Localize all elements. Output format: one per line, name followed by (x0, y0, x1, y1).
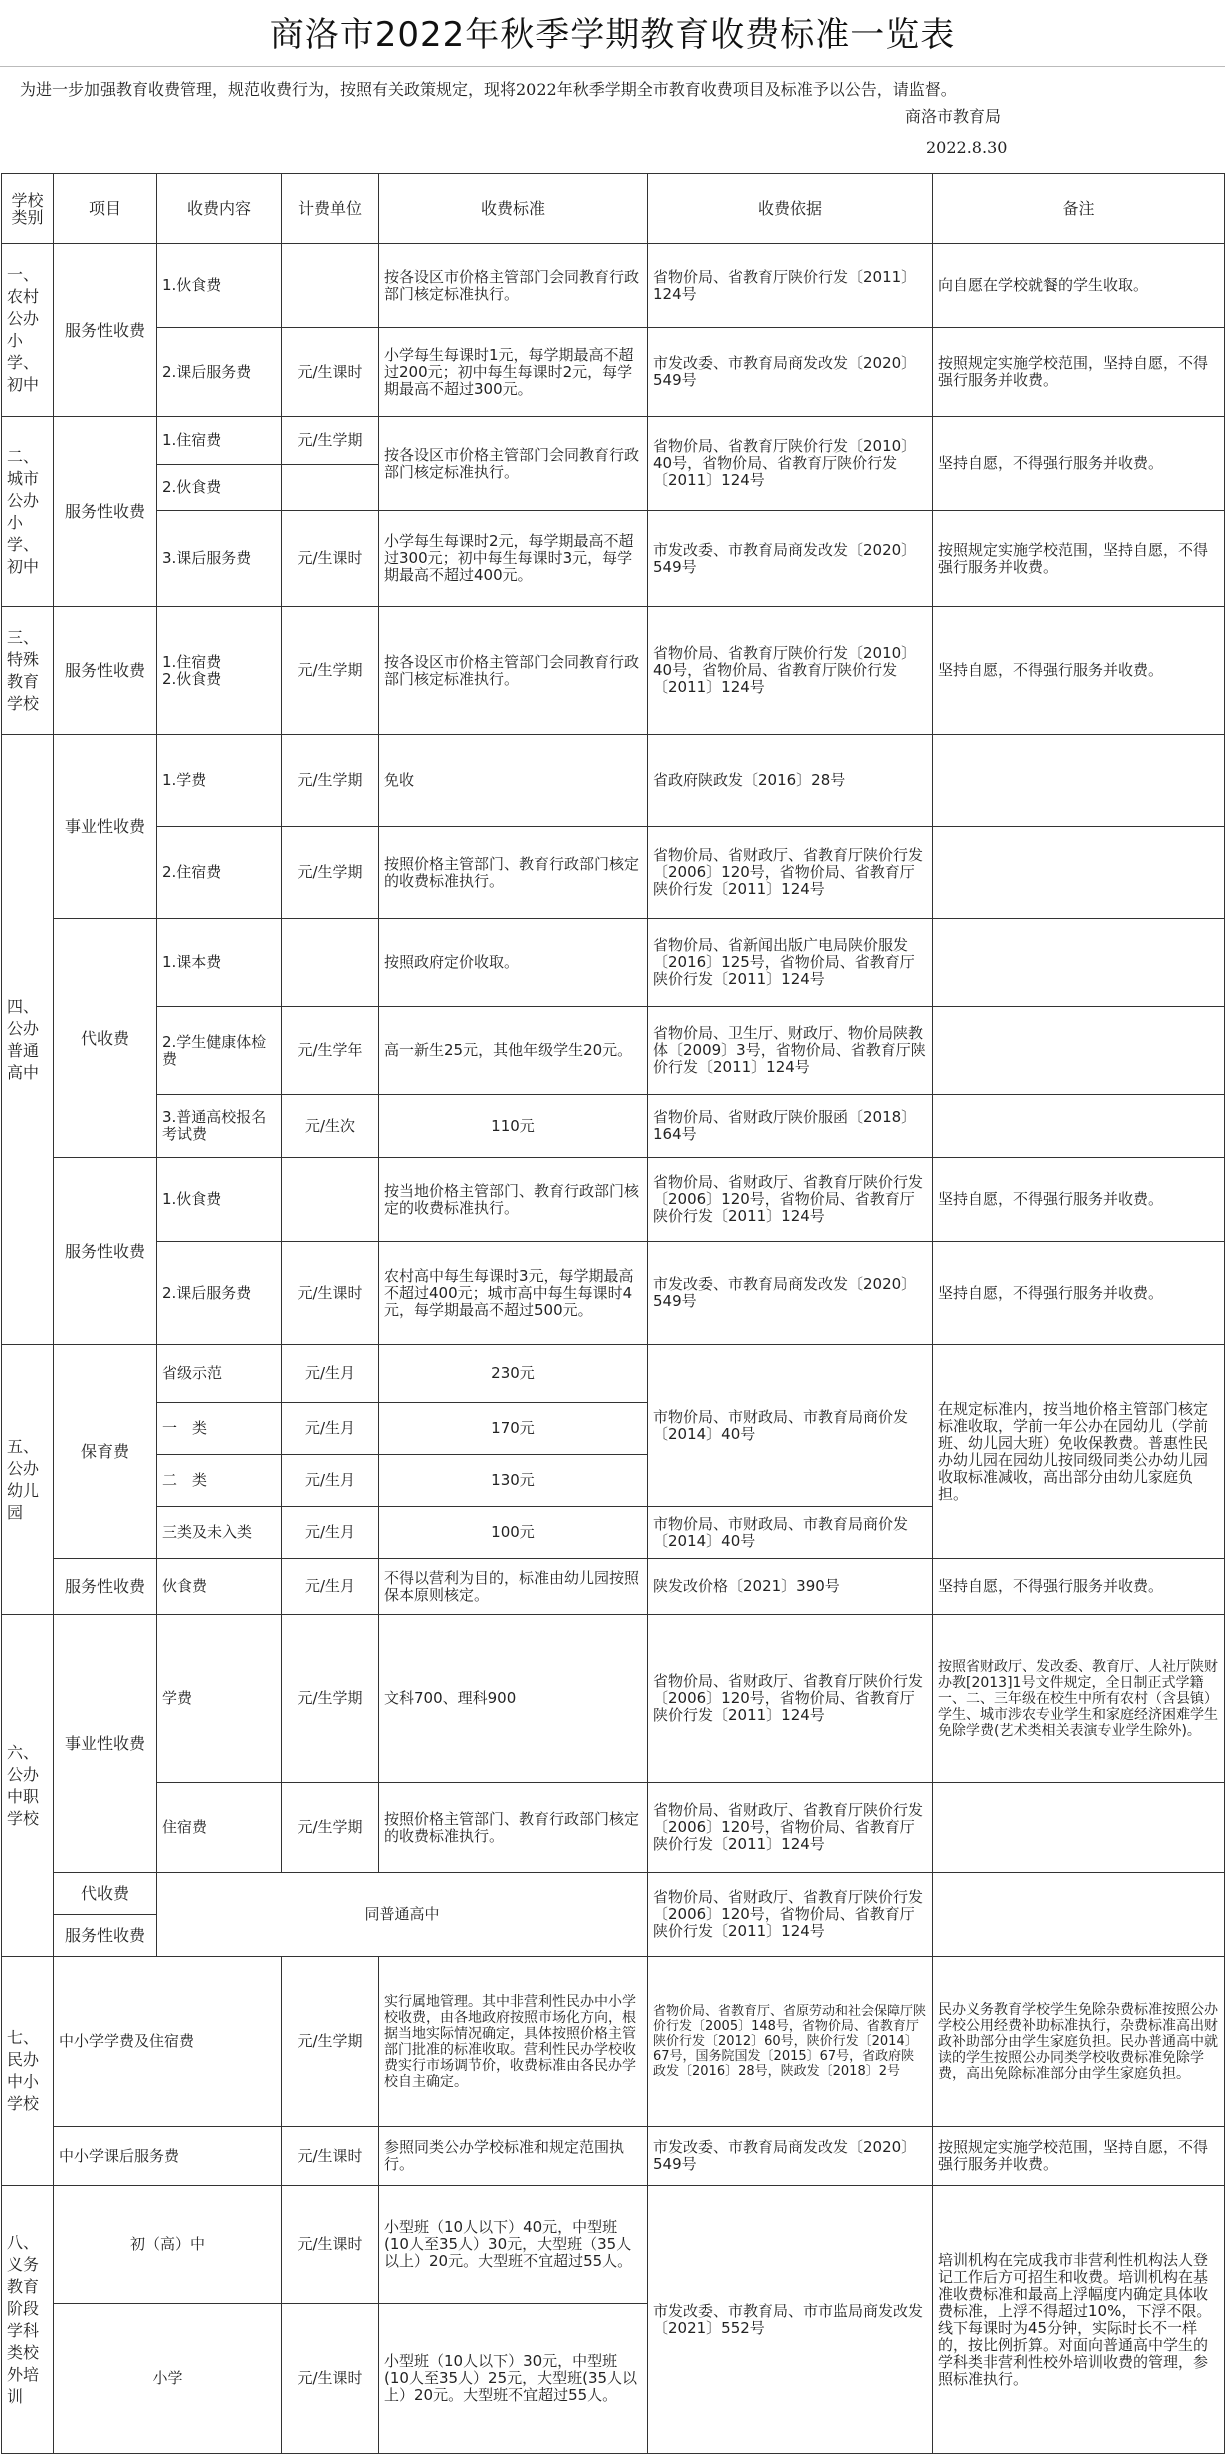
category-cell: 四、公办普通高中 (2, 735, 54, 1345)
basis-cell: 省物价局、省新闻出版广电局陕价服发〔2016〕125号，省物价局、省教育厅陕价行发〔2011〕124号 (648, 919, 933, 1007)
table-row (2, 2186, 1225, 2304)
note-cell: 按照规定实施学校范围，坚持自愿，不得强行服务并收费。 (933, 2127, 1225, 2186)
unit-cell: 元/生课时 (282, 511, 379, 607)
basis-cell: 省物价局、省教育厅陕价行发〔2011〕124号 (648, 244, 933, 328)
project-cell: 代收费 (54, 919, 157, 1158)
category-cell: 八、义务教育阶段学科类校外培训 (2, 2186, 54, 2454)
standard-cell: 170元 (379, 1403, 648, 1455)
table-row (2, 1158, 1225, 1242)
table-row (2, 1559, 1225, 1615)
table-row (2, 735, 1225, 827)
standard-cell: 高一新生25元，其他年级学生20元。 (379, 1007, 648, 1095)
content-cell: 2.课后服务费 (157, 1242, 282, 1345)
table-header-row (2, 174, 1225, 244)
issuing-org: 商洛市教育局 (905, 107, 1002, 126)
unit-cell: 元/生学期 (282, 735, 379, 827)
unit-cell: 元/生课时 (282, 328, 379, 417)
page-title: 商洛市2022年秋季学期教育收费标准一览表 (269, 14, 956, 55)
basis-cell: 省物价局、省财政厅陕价服函〔2018〕164号 (648, 1095, 933, 1158)
unit-cell: 元/生课时 (282, 2186, 379, 2304)
table-row (2, 1007, 1225, 1095)
basis-cell: 省物价局、省教育厅陕价行发〔2010〕40号，省物价局、省教育厅陕价行发〔2011〕124号 (648, 607, 933, 735)
basis-cell: 市发改委、市教育局、市市监局商发改发〔2021〕552号 (648, 2186, 933, 2454)
content-line: 1.住宿费 (162, 652, 222, 671)
note-cell: 坚持自愿，不得强行服务并收费。 (933, 1158, 1225, 1242)
note-cell (933, 827, 1225, 919)
category-cell: 五、公办幼儿园 (2, 1345, 54, 1615)
basis-cell: 市物价局、市财政局、市教育局商价发〔2014〕40号 (648, 1507, 933, 1559)
note-cell (933, 1095, 1225, 1158)
content-cell: 3.普通高校报名考试费 (157, 1095, 282, 1158)
content-cell: 2.学生健康体检费 (157, 1007, 282, 1095)
unit-cell: 元/生学期 (282, 1957, 379, 2127)
table-row (2, 1783, 1225, 1873)
unit-cell: 元/生月 (282, 1559, 379, 1615)
category-cell: 三、特殊教育学校 (2, 607, 54, 735)
content-cell: 三类及未入类 (157, 1507, 282, 1559)
category-cell: 一、农村公办小学、初中 (2, 244, 54, 417)
header-basis: 收费依据 (648, 174, 933, 244)
content-cell: 一 类 (157, 1403, 282, 1455)
title-divider (0, 66, 1225, 67)
unit-cell: 元/生月 (282, 1403, 379, 1455)
table-row (2, 1873, 1225, 1915)
header-category: 学校类别 (2, 174, 54, 244)
basis-cell: 市物价局、市财政局、市教育局商价发〔2014〕40号 (648, 1345, 933, 1507)
note-cell: 坚持自愿，不得强行服务并收费。 (933, 607, 1225, 735)
table-row (2, 244, 1225, 328)
content-cell: 2.伙食费 (157, 465, 282, 511)
standard-cell: 按照价格主管部门、教育行政部门核定的收费标准执行。 (379, 1783, 648, 1873)
note-cell: 按照省财政厅、发改委、教育厅、人社厅陕财办教[2013]1号文件规定，全日制正式学籍一、二、三年级在校生中所有农村（含县镇）学生、城市涉农专业学生和家庭经济困难学生免除学费(艺术类相关表演专业学生除外)。 (933, 1615, 1225, 1783)
basis-cell: 省物价局、省教育厅陕价行发〔2010〕40号，省物价局、省教育厅陕价行发〔2011〕124号 (648, 417, 933, 511)
standard-cell: 免收 (379, 735, 648, 827)
unit-cell: 元/生课时 (282, 2127, 379, 2186)
standard-cell: 农村高中每生每课时3元，每学期最高不超过400元；城市高中每生每课时4元，每学期最高不超过500元。 (379, 1242, 648, 1345)
standard-cell: 按各设区市价格主管部门会同教育行政部门核定标准执行。 (379, 417, 648, 511)
table-row (2, 1242, 1225, 1345)
standard-cell: 小型班（10人以下）40元，中型班(10人至35人）30元，大型班（35人以上）20元。大型班不宜超过55人。 (379, 2186, 648, 2304)
unit-cell: 元/生月 (282, 1345, 379, 1403)
basis-cell: 省物价局、省财政厅、省教育厅陕价行发〔2006〕120号，省物价局、省教育厅陕价行发〔2011〕124号 (648, 1615, 933, 1783)
header-standard: 收费标准 (379, 174, 648, 244)
standard-cell: 130元 (379, 1455, 648, 1507)
unit-cell: 元/生学期 (282, 607, 379, 735)
table-row (2, 328, 1225, 417)
standard-cell: 230元 (379, 1345, 648, 1403)
category-cell: 七、民办中小学校 (2, 1957, 54, 2186)
project-cell: 小学 (54, 2304, 282, 2454)
content-line: 2.伙食费 (162, 669, 222, 688)
table-row (2, 511, 1225, 607)
basis-cell: 省物价局、省财政厅、省教育厅陕价行发〔2006〕120号，省物价局、省教育厅陕价行发〔2011〕124号 (648, 1873, 933, 1957)
content-cell: 二 类 (157, 1455, 282, 1507)
unit-cell: 元/生次 (282, 1095, 379, 1158)
unit-cell: 元/生学期 (282, 417, 379, 465)
content-cell: 1.住宿费 (157, 417, 282, 465)
table-row (2, 1957, 1225, 2127)
basis-cell: 省物价局、省教育厅、省原劳动和社会保障厅陕价行发〔2005〕148号，省物价局、省教育厅陕价行发〔2012〕60号，陕价行发〔2014〕67号，国务院国发〔2015〕67号，省政府陕政发〔2016〕28号，陕政发〔2018〕2号 (648, 1957, 933, 2127)
standard-cell: 文科700、理科900 (379, 1615, 648, 1783)
standard-cell: 参照同类公办学校标准和规定范围执行。 (379, 2127, 648, 2186)
intro-text: 为进一步加强教育收费管理，规范收费行为，按照有关政策规定，现将2022年秋季学期全市教育收费项目及标准予以公告，请监督。 (20, 80, 957, 99)
basis-cell: 市发改委、市教育局商发改发〔2020〕549号 (648, 328, 933, 417)
project-cell: 初（高）中 (54, 2186, 282, 2304)
content-cell: 1.课本费 (157, 919, 282, 1007)
content-cell: 2.住宿费 (157, 827, 282, 919)
standard-cell: 不得以营利为目的，标准由幼儿园按照保本原则核定。 (379, 1559, 648, 1615)
note-cell: 按照规定实施学校范围，坚持自愿，不得强行服务并收费。 (933, 328, 1225, 417)
content-cell: 伙食费 (157, 1559, 282, 1615)
fee-table (1, 173, 1225, 2454)
note-cell (933, 1783, 1225, 1873)
table-row (2, 1095, 1225, 1158)
unit-cell: 元/生学期 (282, 1783, 379, 1873)
table-row (2, 607, 1225, 735)
header-note: 备注 (933, 174, 1225, 244)
content-cell: 1.伙食费 (157, 244, 282, 328)
basis-cell: 省物价局、省财政厅、省教育厅陕价行发〔2006〕120号，省物价局、省教育厅陕价行发〔2011〕124号 (648, 1158, 933, 1242)
standard-cell: 实行属地管理。其中非营利性民办中小学校收费，由各地政府按照市场化方向，根据当地实际情况确定，具体按照价格主管部门批准的标准收取。营利性民办学校收费实行市场调节价，收费标准由各民办学校自主确定。 (379, 1957, 648, 2127)
project-cell: 代收费 (54, 1873, 157, 1915)
project-cell: 服务性收费 (54, 607, 157, 735)
unit-cell: 元/生学期 (282, 827, 379, 919)
note-cell: 在规定标准内，按当地价格主管部门核定标准收取，学前一年公办在园幼儿（学前班、幼儿园大班）免收保教费。普惠性民办幼儿园在园幼儿按同级同类公办幼儿园收取标准减收，高出部分由幼儿家庭负担。 (933, 1345, 1225, 1559)
basis-cell: 省物价局、卫生厅、财政厅、物价局陕教体〔2009〕3号，省物价局、省教育厅陕价行发〔2011〕124号 (648, 1007, 933, 1095)
note-cell: 向自愿在学校就餐的学生收取。 (933, 244, 1225, 328)
content-cell: 3.课后服务费 (157, 511, 282, 607)
unit-cell (282, 919, 379, 1007)
unit-cell: 元/生学年 (282, 1007, 379, 1095)
content-cell: 2.课后服务费 (157, 328, 282, 417)
table-row (2, 827, 1225, 919)
basis-cell: 市发改委、市教育局商发改发〔2020〕549号 (648, 511, 933, 607)
note-cell: 坚持自愿，不得强行服务并收费。 (933, 1242, 1225, 1345)
basis-cell: 省物价局、省财政厅、省教育厅陕价行发〔2006〕120号，省物价局、省教育厅陕价行发〔2011〕124号 (648, 1783, 933, 1873)
unit-cell: 元/生学期 (282, 1615, 379, 1783)
category-cell: 二、城市公办小学、初中 (2, 417, 54, 607)
project-cell: 事业性收费 (54, 1615, 157, 1873)
note-cell (933, 1873, 1225, 1957)
project-cell: 事业性收费 (54, 735, 157, 919)
project-cell: 保育费 (54, 1345, 157, 1559)
standard-cell: 小学每生每课时1元，每学期最高不超过200元；初中每生每课时2元，每学期最高不超过300元。 (379, 328, 648, 417)
project-cell: 服务性收费 (54, 1158, 157, 1345)
standard-cell: 按当地价格主管部门、教育行政部门核定的收费标准执行。 (379, 1158, 648, 1242)
standard-cell: 按各设区市价格主管部门会同教育行政部门核定标准执行。 (379, 607, 648, 735)
standard-cell: 小型班（10人以下）30元，中型班(10人至35人）25元，大型班(35人以上）20元。大型班不宜超过55人。 (379, 2304, 648, 2454)
standard-cell: 按照价格主管部门、教育行政部门核定的收费标准执行。 (379, 827, 648, 919)
content-cell: 1.伙食费 (157, 1158, 282, 1242)
basis-cell: 陕发改价格〔2021〕390号 (648, 1559, 933, 1615)
content-cell (157, 607, 282, 735)
header-unit: 计费单位 (282, 174, 379, 244)
note-cell: 民办义务教育学校学生免除杂费标准按照公办学校公用经费补助标准执行，杂费标准高出财政补助部分由学生家庭负担。民办普通高中就读的学生按照公办同类学校收费标准免除学费，高出免除标准部分由学生家庭负担。 (933, 1957, 1225, 2127)
content-cell: 学费 (157, 1615, 282, 1783)
standard-cell: 按照政府定价收取。 (379, 919, 648, 1007)
unit-cell: 元/生课时 (282, 1242, 379, 1345)
project-cell: 服务性收费 (54, 244, 157, 417)
note-cell (933, 735, 1225, 827)
project-cell: 服务性收费 (54, 417, 157, 607)
project-cell: 服务性收费 (54, 1915, 157, 1957)
unit-cell (282, 465, 379, 511)
standard-cell: 110元 (379, 1095, 648, 1158)
note-cell: 培训机构在完成我市非营利性机构法人登记工作后方可招生和收费。培训机构在基准收费标准和最高上浮幅度内确定具体收费标准，上浮不得超过10%，下浮不限。线下每课时为45分钟，实际时长不一样的，按比例折算。对面向普通高中学生的学科类非营利性校外培训收费的管理，参照标准执行。 (933, 2186, 1225, 2454)
unit-cell (282, 1158, 379, 1242)
note-cell: 按照规定实施学校范围，坚持自愿，不得强行服务并收费。 (933, 511, 1225, 607)
header-project: 项目 (54, 174, 157, 244)
unit-cell: 元/生月 (282, 1507, 379, 1559)
standard-cell: 按各设区市价格主管部门会同教育行政部门核定标准执行。 (379, 244, 648, 328)
basis-cell: 省物价局、省财政厅、省教育厅陕价行发〔2006〕120号，省物价局、省教育厅陕价行发〔2011〕124号 (648, 827, 933, 919)
note-cell (933, 919, 1225, 1007)
content-cell: 住宿费 (157, 1783, 282, 1873)
table-row (2, 919, 1225, 1007)
project-cell: 中小学课后服务费 (54, 2127, 282, 2186)
content-cell: 省级示范 (157, 1345, 282, 1403)
unit-cell: 元/生课时 (282, 2304, 379, 2454)
table-row (2, 2127, 1225, 2186)
content-cell: 1.学费 (157, 735, 282, 827)
note-cell (933, 1007, 1225, 1095)
table-row (2, 417, 1225, 465)
basis-cell: 市发改委、市教育局商发改发〔2020〕549号 (648, 1242, 933, 1345)
basis-cell: 省政府陕政发〔2016〕28号 (648, 735, 933, 827)
table-row (2, 1615, 1225, 1783)
project-cell: 服务性收费 (54, 1559, 157, 1615)
unit-cell (282, 244, 379, 328)
category-cell: 六、公办中职学校 (2, 1615, 54, 1957)
merged-standard-cell: 同普通高中 (157, 1873, 648, 1957)
unit-cell: 元/生月 (282, 1455, 379, 1507)
note-cell: 坚持自愿，不得强行服务并收费。 (933, 417, 1225, 511)
note-cell: 坚持自愿，不得强行服务并收费。 (933, 1559, 1225, 1615)
table-row (2, 1345, 1225, 1403)
basis-cell: 市发改委、市教育局商发改发〔2020〕549号 (648, 2127, 933, 2186)
header-content: 收费内容 (157, 174, 282, 244)
project-cell: 中小学学费及住宿费 (54, 1957, 282, 2127)
issue-date: 2022.8.30 (926, 138, 1008, 157)
standard-cell: 小学每生每课时2元，每学期最高不超过300元；初中每生每课时3元，每学期最高不超过400元。 (379, 511, 648, 607)
standard-cell: 100元 (379, 1507, 648, 1559)
